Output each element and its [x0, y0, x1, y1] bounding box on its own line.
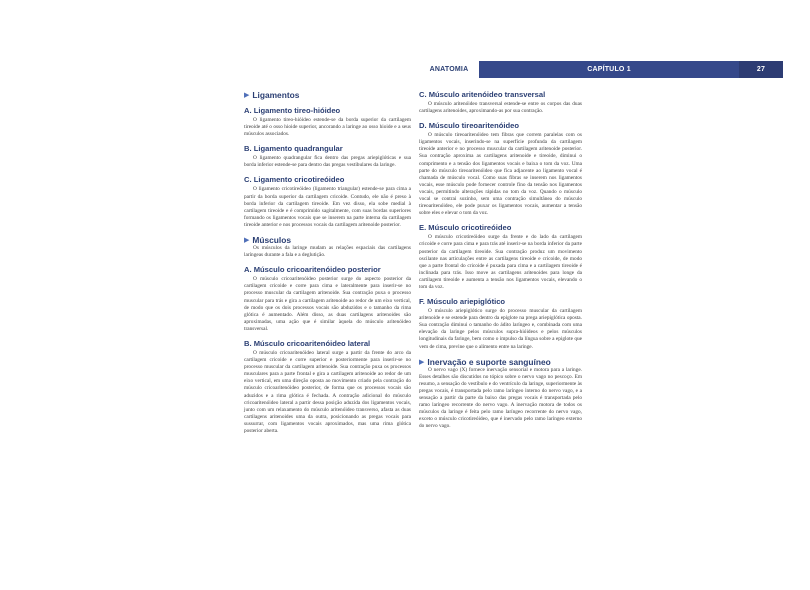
subsection-quadrangular-title: B. Ligamento quadrangular [244, 144, 343, 154]
section-musculos-intro: Os músculos da laringe mudam as relações espaciais das cartilagens laríngeas durante a fala e a deglutição. [244, 245, 411, 259]
section-inervacao-heading [419, 357, 582, 367]
section-musculos-heading [244, 235, 411, 245]
section-musculos-title: Músculos [252, 235, 292, 246]
left-column [244, 84, 411, 435]
running-header [419, 61, 783, 78]
section-ligamentos-heading [244, 90, 411, 100]
subsection-ariepiglotico-text: O músculo ariepiglótico surge do processo muscular da cartilagem aritenoide e se estende para dentro da epiglote na prega ariepiglótica oposta. Sua contração diminui o tamanho do ádito laríngeo e, combinada com uma elevação da laringe pelos músculos supra-hióideos e pelos músculos longitudinais da faringe, bem como o impulso da língua sobre a epiglote que vem de cima, previne que o alimento entre na laringe. [419, 308, 582, 350]
triangle-bullet-icon: ▶ [244, 237, 250, 245]
subsection-cricotireoideo-title: E. Músculo cricotireóideo [419, 223, 512, 233]
subsection-cricotireoideo-text: O músculo cricotireóideo surge da frente e do lado da cartilagem cricoide e corre para cima e para trás até inserir-se na borda inferior da parte posterior da cartilagem tireoide. Sua contração produz um movimento oscilante nas articulações entre as cartilagens tireoide e cricoide, de modo que a parte frontal do cricoide é puxada para cima e a cartilagem tireoide é inclinada para trás. Isso move as cartilagens aritenoides para longe da cartilagem tireoide e aumenta a tensão nos ligamentos vocais, elevando o tom da voz. [419, 234, 582, 290]
subsection-cricoaritenoideo-lateral-title: B. Músculo cricoaritenóideo lateral [244, 338, 371, 348]
triangle-bullet-icon: ▶ [419, 358, 425, 366]
header-page-number: 27 [739, 61, 783, 78]
subsection-aritenoideo-transversal-text: O músculo aritenóideo transversal estende-se entre os corpos das duas cartilagens aritenoides, aproximando-as por sua contração. [419, 101, 582, 115]
subsection-aritenoideo-transversal-title: C. Músculo aritenóideo transversal [419, 90, 546, 99]
subsection-cricotireoideo-lig-title: C. Ligamento cricotireóideo [244, 175, 345, 185]
header-chapter: CAPÍTULO 1 [479, 61, 739, 78]
subsection-quadrangular-text: O ligamento quadrangular fica dentro das pregas ariepiglóticas e sua borda inferior estende-se para dentro das pregas vestibulares da laringe. [244, 155, 411, 169]
subsection-cricoaritenoideo-posterior-text: O músculo cricoaritenóideo posterior surge do aspecto posterior da cartilagem cricoide e corre para cima e lateralmente para inserir-se no processo muscular da cartilagem aritenoide. Sua contração puxa o processo muscular para trás e gira a cartilagem aritenoide ao redor de um eixo vertical, de modo que os dois processos vocais são abduzidos e o tamanho da rima glótica é aumentado. Além disso, as duas cartilagens aritenoides são aproximadas, uma ação que é similar àquela do músculo aritenóideo transversal. [244, 276, 411, 332]
section-inervacao-title: Inervação e suporte sanguíneo [427, 356, 551, 367]
subsection-tireo-hioideo-text: O ligamento tireo-hióideo estende-se da borda superior da cartilagem tireoide até o osso hioide superior, ancorando a laringe ao osso hioide e a seus músculos associados. [244, 117, 411, 138]
section-inervacao-text: O nervo vago (X) fornece inervação sensorial e motora para a laringe. Esses detalhes são discutidos no tópico sobre o nervo vago no pescoço. Em resumo, a sensação do vestíbulo e do ventrículo da laringe, superiormente às pregas vocais, é transportada pelo ramo laríngeo interno do nervo vago, e a sensação a partir da parte da baixo das pregas vocais é transportada pelo ramo laríngeo recorrente do nervo vago. A inervação motora de todos os músculos da laringe é feita pelo ramo laríngeo recorrente do nervo vago, exceto o músculo cricotireóideo, que é inervado pelo ramo laríngeo externo do nervo vago. [419, 366, 582, 430]
section-ligamentos-title: Ligamentos [252, 90, 300, 100]
subsection-tireoaritenoideo-text: O músculo tireoaritenóideo tem fibras que correm paralelas com os ligamentos vocais, inserindo-se na superfície profunda da cartilagem tireoide anterior e no processo muscular da cartilagem aritenoide posterior. Sua contração aproxima as cartilagens aritenoide e tireoide, diminui o comprimento e a tensão dos ligamentos vocais e baixa o tom da voz. Uma parte do músculo tireoaritenóideo que fica adjacente ao ligamento vocal é chamada de músculo vocal. Como suas fibras se inserem nos ligamentos vocais, esse músculo pode fornecer controle fino da tensão nos ligamentos vocais, permitindo alterações rápidas no tom da voz. Quando o músculo vocal se contrai sozinho, sem uma contração simultânea do músculo tireoaritenóideo, ele pode puxar os ligamentos vocais, aumentar a tensão sobre eles e elevar o tom da voz. [419, 132, 582, 217]
subsection-cricoaritenoideo-posterior-title: A. Músculo cricoaritenóideo posterior [244, 265, 381, 275]
right-column [419, 84, 582, 430]
triangle-bullet-icon: ▶ [244, 92, 250, 99]
subsection-cricoaritenoideo-lateral-text: O músculo cricoaritenóideo lateral surge a partir da frente do arco da cartilagem cricoide e corre superior e posteriormente para inserir-se no processo muscular da cartilagem aritenoide. Sua contração puxa os processos musculares para a parte frontal e gira a cartilagem aritenoide ao redor de um eixo vertical, em uma direção oposta ao movimento criado pela contração do músculo cricoaritenóideo posterior, de forma que os processos vocais são aduzidos e a rima glótica é fechada. A contração adicional do músculo cricoaritenóideo lateral a partir dessa posição aduzida dos ligamentos vocais, junto com um relaxamento do músculo aritenóideo transverso, afasta as duas cartilagens aritenoides uma da outra, posicionando as pregas vocais para sussurrar, com ligamentos vocais aproximados, mas uma rima glótica posterior aberta. [244, 349, 411, 434]
subsection-ariepiglotico-title: F. Músculo ariepiglótico [419, 297, 506, 307]
subsection-tireoaritenoideo-title: D. Músculo tireoaritenóideo [419, 121, 519, 131]
header-book-title: ANATOMIA [429, 66, 469, 73]
subsection-tireo-hioideo-title: A. Ligamento tireo-hióideo [244, 106, 341, 115]
subsection-cricotireoideo-lig-text: O ligamento cricotireóideo (ligamento triangular) estende-se para cima a partir da borda superior da cartilagem cricoide. Contudo, ele não é preso à borda inferior da cartilagem tireoide. Em vez disso, ela sobe medial à cartilagem tireoide e é comprimido sagitalmente, com suas bordas superiores formando os ligamentos vocais que se inserem na parte interna da cartilagem tireoide anterior e nos processos vocais da cartilagem aritenoide posterior. [244, 186, 411, 228]
